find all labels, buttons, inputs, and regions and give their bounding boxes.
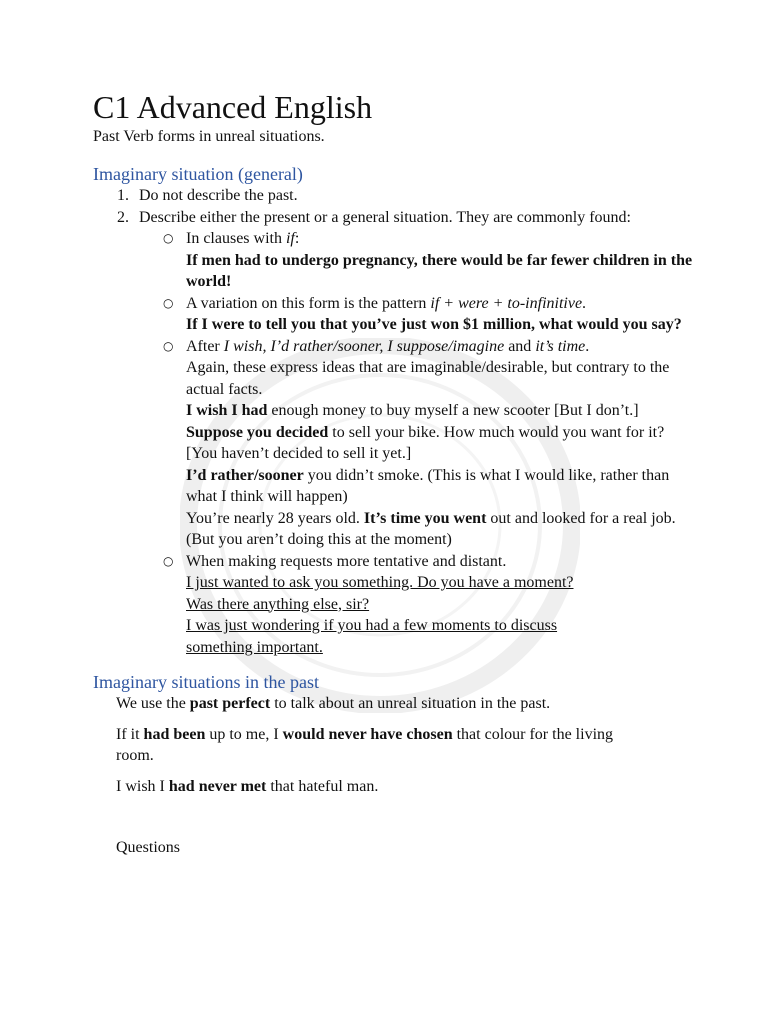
- list-item: [93, 185, 693, 207]
- list-item-text: Do not describe the past.: [139, 187, 298, 204]
- list-number: 2.: [117, 208, 129, 226]
- bullet-circle-icon: ○: [163, 338, 174, 353]
- paragraph-example-colour: If it had been up to me, I would never have chosen that colour for the living room.: [116, 725, 614, 764]
- example-sentence: You’re nearly 28 years old. It’s time you went out and looked for a real job. (But you aren’t doing this at the moment): [186, 509, 676, 548]
- sub-bullet-were-to: ○ A variation on this form is the pattern if + were + to-infinitive. If I were to tell you that you’ve just won $1 million, what would you say?: [163, 294, 682, 333]
- example-sentence: I was just wondering if you had a few moments to discuss something important.: [186, 617, 558, 656]
- example-sentence: If men had to undergo pregnancy, there would be far fewer children in the world!: [186, 251, 693, 290]
- document-page: [93, 88, 693, 859]
- sub-bullet-if-clauses: ○ In clauses with if: If men had to undergo pregnancy, there would be far fewer children in the world!: [163, 230, 693, 290]
- sub-bullet-requests: ○ When making requests more tentative and distant. I just wanted to ask you something. Do you have a moment? Was there anything else, sir? I was just wondering if you had a few moments to discuss something important.: [163, 552, 574, 656]
- example-sentence: If I were to tell you that you’ve just won $1 million, what would you say?: [186, 316, 682, 333]
- example-sentence: I’d rather/sooner you didn’t smoke. (This is what I would like, rather than what I think will happen): [186, 466, 670, 505]
- sub-bullet-wish: ○ After I wish, I’d rather/sooner, I suppose/imagine and it’s time. Again, these express ideas that are imaginable/desirable, but contrary to the actual facts. I wish I had enough money to buy myself a new scooter [But I don’t.] Suppose you decided to sell your bike. How much would you want for it? [You haven’t decided to sell it yet.] I’d rather/sooner you didn’t smoke. (This is what I would like, rather than what I think will happen) You’re nearly 28 years old. It’s time you went out and looked for a real job. (But you aren’t doing this at the moment): [93, 336, 693, 551]
- document-title: C1 Advanced English: [93, 89, 373, 125]
- example-sentence: I wish I had enough money to buy myself a new scooter [But I don’t.]: [186, 402, 639, 419]
- paragraph-example-wish: I wish I had never met that hateful man.: [116, 777, 379, 795]
- section-heading-past: Imaginary situations in the past: [93, 672, 319, 692]
- example-sentence: Suppose you decided to sell your bike. How much would you want for it? [You haven’t decided to sell it yet.]: [186, 423, 665, 462]
- document-subtitle: Past Verb forms in unreal situations.: [93, 128, 325, 145]
- bullet-circle-icon: ○: [163, 553, 174, 568]
- paragraph-past-perfect: We use the past perfect to talk about an unreal situation in the past.: [116, 695, 551, 712]
- example-sentence: I just wanted to ask you something. Do you have a moment?: [186, 574, 574, 591]
- questions-label: Questions: [116, 839, 180, 856]
- list-item-text: Describe either the present or a general situation. They are commonly found:: [139, 208, 631, 226]
- bullet-circle-icon: ○: [163, 231, 174, 245]
- example-sentence: Was there anything else, sir?: [186, 595, 370, 613]
- list-number: 1.: [117, 187, 129, 204]
- bullet-circle-icon: ○: [163, 295, 174, 310]
- section-heading-general: Imaginary situation (general): [93, 164, 303, 184]
- explanation-text: Again, these express ideas that are imaginable/desirable, but contrary to the actual facts.: [186, 359, 670, 398]
- list-item: [93, 207, 693, 229]
